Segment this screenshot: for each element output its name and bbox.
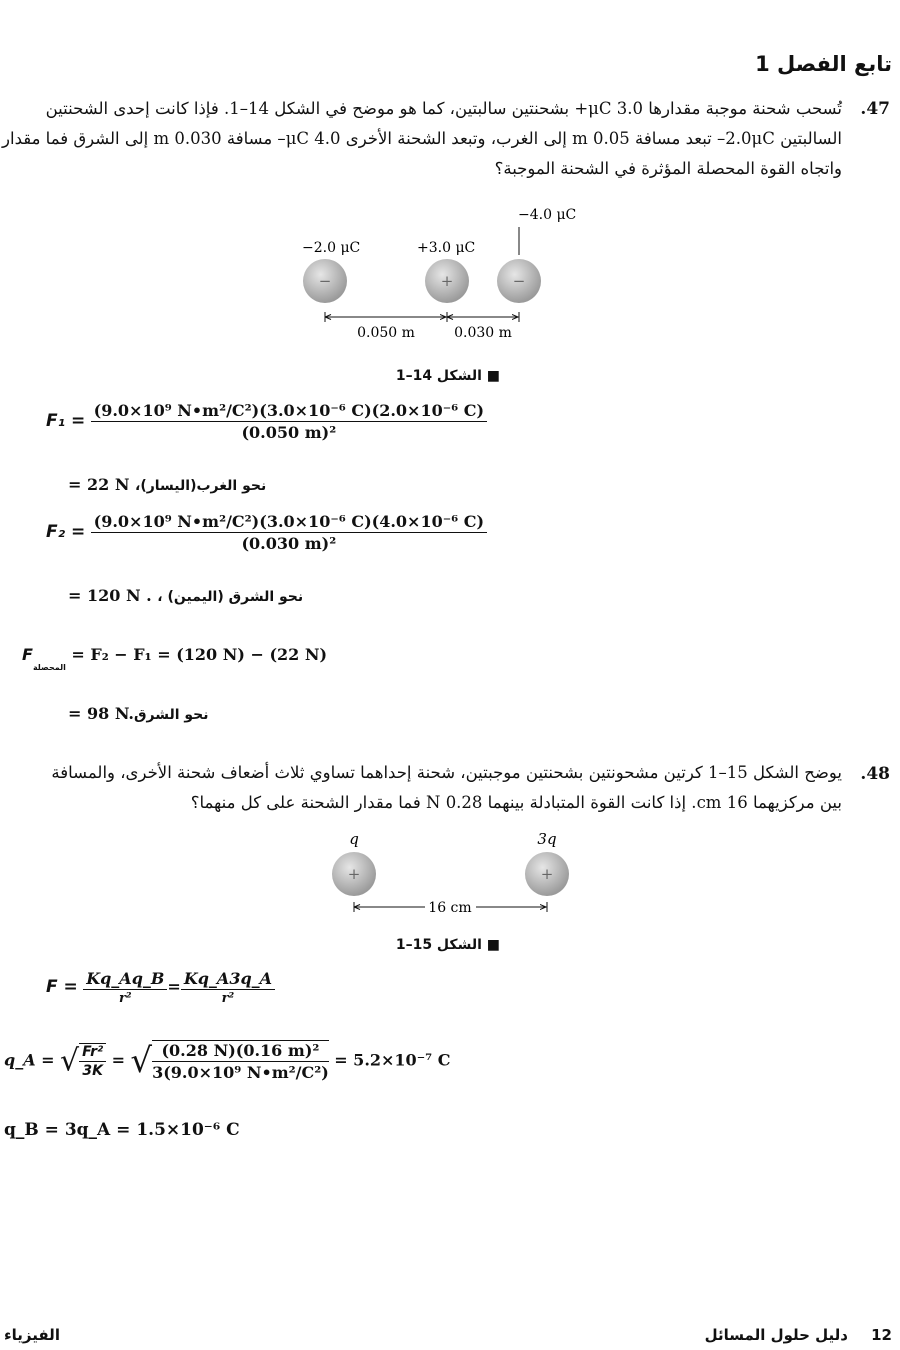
minus-icon: − <box>512 272 526 290</box>
force-fraction-1-numerator: Kq_Aq_B <box>83 969 167 990</box>
force-equation: F = $\frac{Kq\_Aq\_B}{\text{r²}}$ = $\frac{Kq\_A3q\_A}{\text{r²}}$ <box>46 969 275 1006</box>
fnet-subscript: المحصلة <box>32 663 66 673</box>
qa-result: = 5.2×10⁻⁷ C <box>334 1050 451 1070</box>
qa-inner-numerator: Fr² <box>79 1044 106 1062</box>
f1-lhs: F₁ = <box>46 411 86 431</box>
question-48-text <box>2 758 842 818</box>
page-number: 12 <box>871 1326 892 1344</box>
question-47-text <box>2 94 842 184</box>
f2-lhs: F₂ = <box>46 522 86 542</box>
final-result: = 98 N.نحو الشرق <box>68 704 209 723</box>
distance-label-left: 0.050 m <box>357 325 415 341</box>
figure-1-14 <box>290 195 577 350</box>
f2-result: = 120 N . نحو الشرق (اليمين) ، <box>68 586 304 605</box>
qa-lhs: q_A = <box>4 1050 55 1070</box>
plus-icon: + <box>347 865 361 883</box>
figure-1-14-label-left: −2.0 μC <box>302 240 361 256</box>
footer-book-title: دليل حلول المسائل <box>704 1326 848 1344</box>
chapter-heading: تابع الفصل 1 <box>755 52 892 76</box>
sqrt-icon: √ <box>59 1043 80 1079</box>
figure-1-14-caption: ■ الشكل 14–1 <box>395 368 500 384</box>
plus-icon: + <box>540 865 554 883</box>
distance-label: 16 cm <box>428 900 472 916</box>
question-47-line-3: واتجاه القوة المحصلة المؤثرة في الشحنة الموجبة؟ <box>494 159 842 178</box>
distance-label-right: 0.030 m <box>454 325 512 341</box>
caption-bullet-icon: ■ <box>486 368 500 384</box>
final-direction: نحو الشرق <box>133 707 209 723</box>
question-48-number: .48 <box>860 764 890 784</box>
f1-direction: نحو الغرب(اليسار)، <box>135 478 267 494</box>
force-fraction-1-denominator: r² <box>119 991 132 1006</box>
figure-1-15-caption: ■ الشكل 15–1 <box>395 937 500 953</box>
fnet-equation: $F_{المحصلة} = F_2 - F_1 = (120$ N) − (22 N) <box>22 645 328 673</box>
force-fraction-2-numerator: Kq_A3q_A <box>181 969 275 990</box>
question-48-line-1: يوضح الشكل 15–1 كرتين مشحونتين بشحنتين موجبتين، شحنة إحداهما تساوي ثلاث أضعاف شحنة الأخرى، والمسافة <box>51 763 842 782</box>
minus-icon: − <box>318 272 332 290</box>
qa-numerator: (0.28 N)(0.16 m)² <box>152 1041 329 1062</box>
sqrt-icon: √ <box>130 1041 153 1081</box>
caption-bullet-icon: ■ <box>486 937 500 953</box>
question-47-line-1: تُسحب شحنة موجبة مقدارها 3.0 μC+ بشحنتين سالبتين، كما هو موضح في الشكل 14–1. فإذا كانت إحدى الشحنتين <box>45 99 842 118</box>
plus-icon: + <box>440 272 454 290</box>
charge-label-q: q <box>349 830 359 848</box>
qa-equation: q_A = √ $\frac{\text{Fr²}}{3K}$ = √ $\frac{\text{(0.28 N)(0.16 m)²}}{\text{3(9.0×10⁹ N•m²/C²)}}$ = 5.2×10⁻⁷ C <box>4 1041 451 1082</box>
question-48-line-2: بين مركزيهما 16 cm. إذا كانت القوة المتبادلة بينهما 0.28 N فما مقدار الشحنة على كل منهما؟ <box>190 793 842 812</box>
qa-denominator: 3(9.0×10⁹ N•m²/C²) <box>152 1063 329 1082</box>
qa-inner-denominator: 3K <box>82 1063 103 1079</box>
figure-1-15 <box>320 826 580 921</box>
f1-numerator: (9.0×10⁹ N•m²/C²)(3.0×10⁻⁶ C)(2.0×10⁻⁶ C) <box>91 401 487 422</box>
fnet-rhs: = F₂ − F₁ = (120 N) − (22 N) <box>71 645 328 664</box>
question-47-number: .47 <box>860 99 890 119</box>
question-47-line-2: السالبتين 2.0μC– تبعد مسافة 0.05 m إلى الغرب، وتبعد الشحنة الأخرى 4.0 μC– مسافة 0.030 m إلى الشرق فما مقدار <box>2 129 842 148</box>
f2-numerator: (9.0×10⁹ N•m²/C²)(3.0×10⁻⁶ C)(4.0×10⁻⁶ C) <box>91 512 487 533</box>
f1-equation <box>46 401 487 442</box>
qb-equation: q_B = 3q_A = 1.5×10⁻⁶ C <box>4 1120 240 1140</box>
figure-1-14-label-middle: +3.0 μC <box>417 240 476 256</box>
f1-result: = 22 N نحو الغرب(اليسار)، <box>68 475 267 494</box>
force-fraction-2-denominator: r² <box>221 991 235 1006</box>
f2-equation <box>46 512 487 553</box>
footer-subject: الفيزياء <box>4 1326 60 1344</box>
f1-denominator: (0.050 m)² <box>241 423 337 442</box>
f2-direction: نحو الشرق (اليمين) ، <box>157 589 304 605</box>
figure-1-14-label-right: −4.0 μC <box>518 207 577 223</box>
f2-denominator: (0.030 m)² <box>241 534 337 553</box>
charge-label-3q: 3q <box>537 830 557 848</box>
